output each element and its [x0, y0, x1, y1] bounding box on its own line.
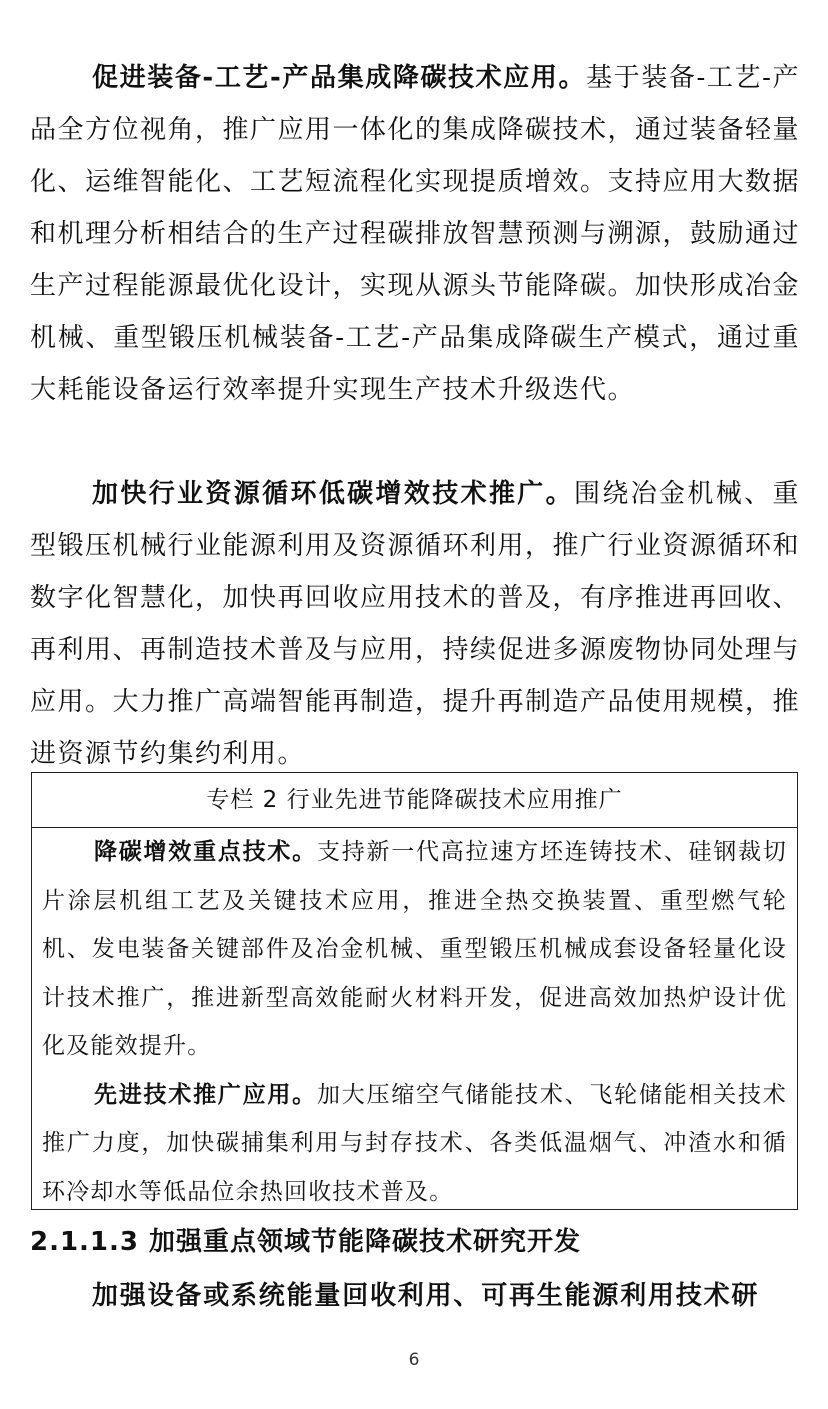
paragraph-energy-recovery [30, 1270, 800, 1322]
paragraph-body: 基于装备-工艺-产品全方位视角，推广应用一体化的集成降碳技术，通过装备轻量化、运维智能化、工艺短流程化实现提质增效。支持应用大数据和机理分析相结合的生产过程碳排放智慧预测与溯源，鼓励通过生产过程能源最优化设计，实现从源头节能降碳。加快形成冶金机械、重型锻压机械装备-工艺-产品集成降碳生产模式，通过重大耗能设备运行效率提升实现生产技术升级迭代。 [30, 63, 801, 405]
column-box-lead: 降碳增效重点技术。 [94, 839, 317, 865]
column-box [31, 772, 798, 1210]
paragraph-equipment-process-product [30, 52, 800, 416]
column-box-title: 专栏 2 行业先进节能降碳技术应用推广 [32, 773, 797, 828]
paragraph-body: 围绕冶金机械、重型锻压机械行业能源利用及资源循环利用，推广行业资源循环和数字化智慧化，加快再回收应用技术的普及，有序推进再回收、再利用、再制造技术普及与应用，持续促进多源废物协同处理与应用。大力推广高端智能再制造，提升再制造产品使用规模，推进资源节约集约利用。 [30, 479, 801, 769]
page-number: 6 [408, 1350, 420, 1370]
paragraph-lead: 加快行业资源循环低碳增效技术推广。 [92, 479, 574, 509]
paragraph-lead: 加强设备或系统能量回收利用、可再生能源利用技术研 [92, 1281, 760, 1311]
column-box-body: 支持新一代高拉速方坯连铸技术、硅钢裁切片涂层机组工艺及关键技术应用，推进全热交换装置、重型燃气轮机、发电装备关键部件及冶金机械、重型锻压机械成套设备轻量化设计技术推广，推进新型高效能耐火材料开发，促进高效加热炉设计优化及能效提升。 [42, 839, 787, 1059]
paragraph-lead: 促进装备-工艺-产品集成降碳技术应用。 [92, 63, 587, 93]
column-box-lead: 先进技术推广应用。 [94, 1081, 317, 1108]
column-box-paragraph [32, 1071, 797, 1217]
paragraph-resource-recycling [30, 468, 800, 780]
column-box-paragraph [32, 828, 797, 1071]
section-heading: 2.1.1.3 加强重点领域节能降碳技术研究开发 [30, 1227, 582, 1257]
column-box-body: 加大压缩空气储能技术、飞轮储能相关技术推广力度，加快碳捕集利用与封存技术、各类低温烟气、冲渣水和循环冷却水等低品位余热回收技术普及。 [42, 1081, 787, 1205]
